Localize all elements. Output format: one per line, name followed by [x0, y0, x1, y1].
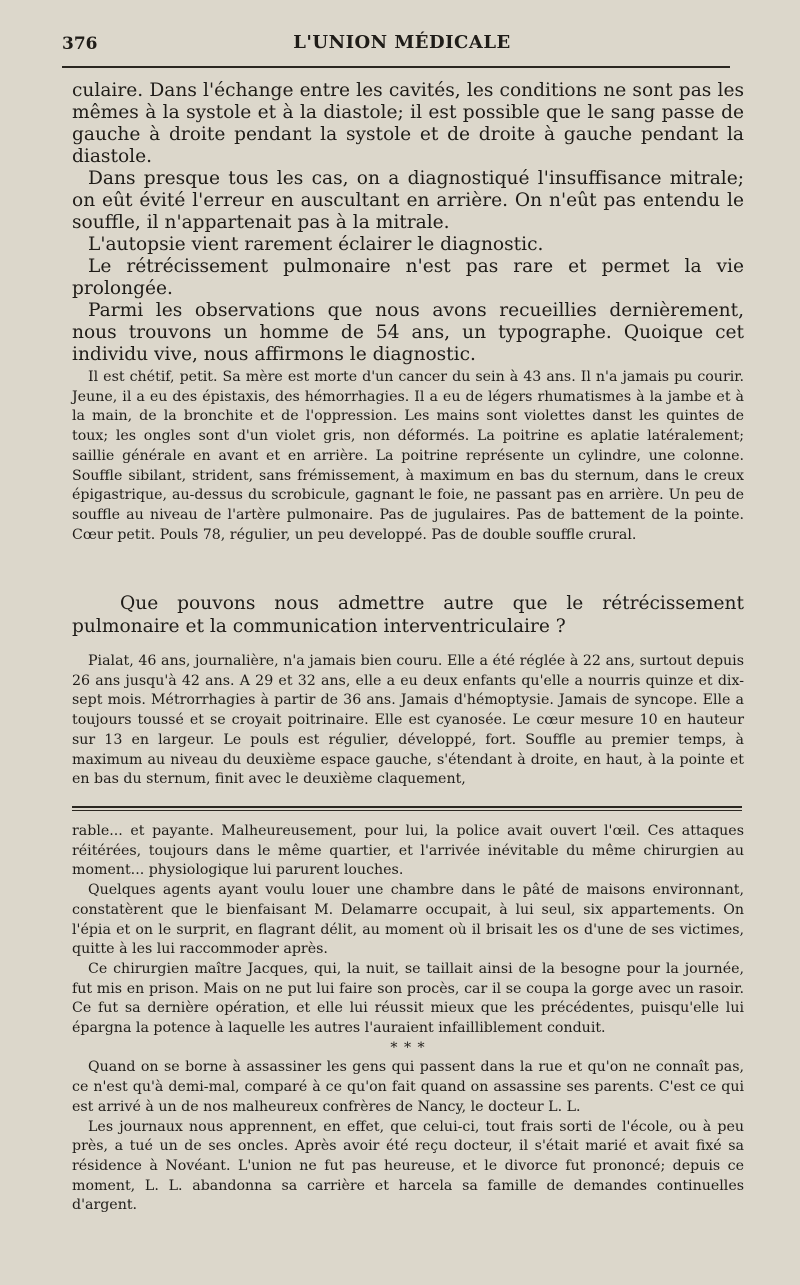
feuilleton-text	[72, 822, 744, 1216]
question-block	[72, 592, 744, 638]
paragraph: Quelques agents ayant voulu louer une chambre dans le pâté de maisons environnant, constatèrent que le bienfaisant M. Delamarre occupait, à lui seul, six appartements. On l'épia et on le surprit, en flagrant délit, au moment où il brisait les os d'une de ses victimes, quitte à les lui raccommoder après.	[72, 882, 744, 958]
running-title: L'UNION MÉDICALE	[293, 32, 511, 53]
page-header	[62, 30, 742, 60]
paragraph: L'autopsie vient rarement éclairer le diagnostic.	[88, 234, 544, 255]
paragraph: Dans presque tous les cas, on a diagnostiqué l'insuffisance mitrale; on eût évité l'erreur en auscultant en arrière. On n'eût pas entendu le souffle, il n'appartenait pas à la mitrale.	[72, 168, 744, 233]
observation-text: Pialat, 46 ans, journalière, n'a jamais bien couru. Elle a été réglée à 22 ans, surtout depuis 26 ans jusqu'à 42 ans. A 29 et 32 ans, elle a eu deux enfants qu'elle a nourris quinze et dix-sept mois. Métrorrhagies à partir de 36 ans. Jamais d'hémoptysie. Jamais de syncope. Elle a toujours toussé et se croyait poitrinaire. Elle est cyanosée. Le cœur mesure 10 en hauteur sur 13 en largeur. Le pouls est régulier, développé, fort. Souffle au premier temps, à maximum au niveau du deuxième espace gauche, s'étendant à droite, en haut, à la pointe et en bas du sternum, finit avec le deuxième claquement,	[72, 653, 744, 788]
paragraph: Parmi les observations que nous avons recueillies dernièrement, nous trouvons un homme de 54 ans, un typographe. Quoique cet individu vive, nous affirmons le diagnostic.	[72, 300, 744, 365]
paragraph: Les journaux nous apprennent, en effet, que celui-ci, tout frais sorti de l'école, ou à peu près, a tué un de ses oncles. Après avoir été reçu docteur, il s'était marié et avait fixé sa résidence à Novéant. L'union ne fut pas heureuse, et le divorce fut prononcé; depuis ce moment, L. L. abandonna sa carrière et harcela sa famille de demandes continuelles d'argent.	[72, 1118, 744, 1214]
paragraph: Quand on se borne à assassiner les gens qui passent dans la rue et qu'on ne connaît pas, ce n'est qu'à demi-mal, comparé à ce qu'on fait quand on assassine ses parents. C'est ce qui est arrivé à un de nos malheureux confrères de Nancy, le docteur L. L.	[72, 1059, 744, 1115]
section-divider-thin	[72, 810, 742, 811]
page-number: 376	[62, 34, 98, 54]
header-rule	[62, 66, 730, 68]
observation-pialat	[72, 652, 744, 790]
top-article-text	[72, 80, 744, 366]
section-divider	[72, 806, 742, 808]
observation-typographe	[72, 368, 744, 545]
paragraph: Ce chirurgien maître Jacques, qui, la nuit, se taillait ainsi de la besogne pour la journée, fut mis en prison. Mais on ne put lui faire son procès, car il se coupa la gorge avec un rasoir. Ce fut sa dernière opération, et elle lui réussit mieux que les précédentes, puisqu'elle lui épargna la potence à laquelle les autres l'auraient infailliblement conduit.	[72, 960, 744, 1037]
asterism: * * *	[390, 1039, 426, 1056]
paragraph: culaire. Dans l'échange entre les cavités, les conditions ne sont pas les mêmes à la systole et à la diastole; il est possible que le sang passe de gauche à droite pendant la systole et de droite à gauche pendant la diastole.	[72, 80, 744, 167]
paragraph: Le rétrécissement pulmonaire n'est pas rare et permet la vie prolongée.	[72, 256, 744, 299]
observation-text: Il est chétif, petit. Sa mère est morte d'un cancer du sein à 43 ans. Il n'a jamais pu courir. Jeune, il a eu des épistaxis, des hémorrhagies. Il a eu de légers rhumatismes à la jambe et à la main, de la bronchite et de l'oppression. Les mains sont violettes danst les quintes de toux; les ongles sont d'un violet gris, non déformés. La poitrine es aplatie latéralement; saillie générale en avant et en arrière. La poitrine représente un cylindre, une colonne. Souffle sibilant, strident, sans frémissement, à maximum en bas du sternum, dans le creux épigastrique, au-dessus du scrobicule, gagnant le foie, ne passant pas en arrière. Un peu de souffle au niveau de l'artère pulmonaire. Pas de jugulaires. Pas de battement de la pointe. Cœur petit. Pouls 78, régulier, un peu developpé. Pas de double souffle crural.	[72, 369, 744, 543]
paragraph: rable... et payante. Malheureusement, pour lui, la police avait ouvert l'œil. Ces attaques réitérées, toujours dans le même quartier, et l'arrivée inévitable du même chirurgien au moment... physiologique lui parurent louches.	[72, 823, 744, 879]
question-text: Que pouvons nous admettre autre que le rétrécissement pulmonaire et la communication interventriculaire ?	[72, 593, 744, 637]
